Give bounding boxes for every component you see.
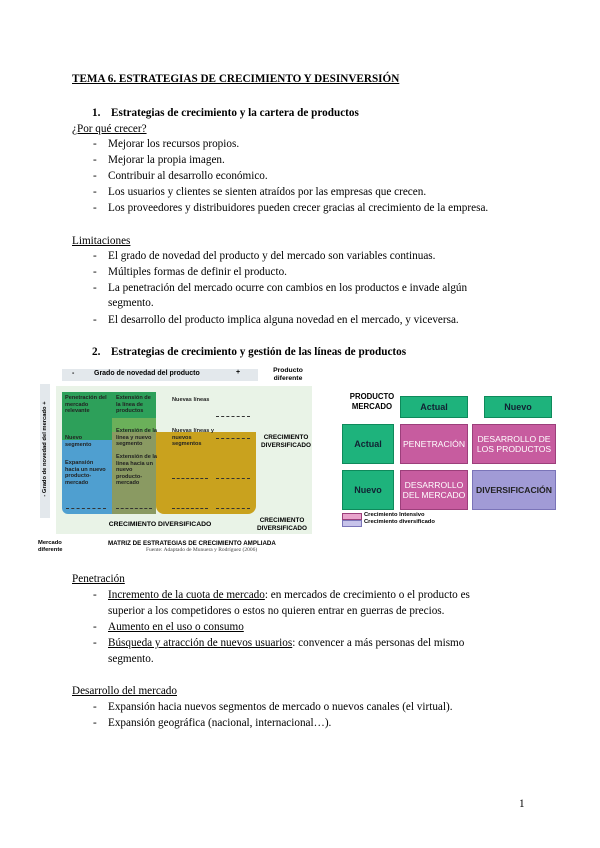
list-item-continued: segmento. xyxy=(108,297,154,309)
different-market-label: Mercado diferente xyxy=(38,540,63,553)
list-item: El grado de novedad del producto y del mercado son variables continuas. xyxy=(108,250,436,262)
section-2-heading: Estrategias de crecimiento y gestión de las líneas de productos xyxy=(111,346,407,358)
cell-line-extension-new-product-market: Extensión de la línea hacia un nuevo producto-mercado xyxy=(116,454,158,487)
matrix-corner-label: PRODUCTO MERCADO xyxy=(349,392,395,411)
list-item: Expansión hacia nuevos segmentos de mercado o nuevos canales (el virtual). xyxy=(108,701,453,713)
list-dash: - xyxy=(93,170,97,182)
list-item-continued: segmento. xyxy=(108,653,154,665)
cell-new-lines: Nuevas líneas xyxy=(172,397,210,403)
list-dash: - xyxy=(93,282,97,294)
cell-expansion: Expansión hacia un nuevo producto-mercado xyxy=(65,460,106,486)
separator xyxy=(216,478,250,479)
list-dash: - xyxy=(93,314,97,326)
extended-growth-matrix xyxy=(38,366,316,554)
diversified-growth-corner: CRECIMIENTO DIVERSIFICADO xyxy=(256,517,308,532)
list-item: Mejorar los recursos propios. xyxy=(108,138,240,150)
product-development-cell: DESARROLLO DE LOS PRODUCTOS xyxy=(472,424,556,464)
list-dash: - xyxy=(93,589,97,601)
list-dash: - xyxy=(93,637,97,649)
legend-diversified-label: Crecimiento diversificado xyxy=(364,519,435,525)
cell-new-segment: Nuevo segmento xyxy=(65,435,92,448)
page-title: TEMA 6. ESTRATEGIAS DE CRECIMIENTO Y DESINVERSIÓN xyxy=(72,73,400,85)
section-1-heading: Estrategias de crecimiento y la cartera de productos xyxy=(111,107,359,119)
cell-penetration: Penetración del mercado relevante xyxy=(65,395,107,415)
list-item-highlight: Búsqueda y atracción de nuevos usuarios xyxy=(108,637,293,649)
list-item: Aumento en el uso o consumo xyxy=(108,621,244,633)
market-development-title: Desarrollo del mercado xyxy=(72,685,177,697)
separator xyxy=(216,508,250,509)
penetration-cell: PENETRACIÓN xyxy=(400,424,468,464)
page-number: 1 xyxy=(519,798,525,810)
separator xyxy=(66,508,106,509)
list-item xyxy=(108,636,464,651)
different-product-label: Producto diferente xyxy=(273,367,303,382)
section-1-number: 1. xyxy=(92,107,101,119)
diversification-cell: DIVERSIFICACIÓN xyxy=(472,470,556,510)
list-item: Mejorar la propia imagen. xyxy=(108,154,225,166)
list-item-text: : convencer a más personas del mismo xyxy=(292,637,465,649)
list-dash: - xyxy=(93,250,97,262)
separator xyxy=(216,416,250,417)
legend-diversified-swatch xyxy=(342,520,362,527)
column-actual: Actual xyxy=(400,396,468,418)
market-novelty-label: - Grado de novedad del mercado + xyxy=(42,401,48,497)
cell-line-extension: Extensión de la línea de productos xyxy=(116,395,151,415)
list-item-highlight: Incremento de la cuota de mercado xyxy=(108,589,265,601)
axis-minus: - xyxy=(72,370,75,377)
row-actual: Actual xyxy=(342,424,394,464)
list-dash: - xyxy=(93,717,97,729)
separator xyxy=(116,508,152,509)
list-item-text: : en mercados de crecimiento o el producto es xyxy=(264,589,470,601)
matrix-source: Fuente: Adaptado de Munuera y Rodríguez (2006) xyxy=(146,547,258,553)
cell-line-extension-new-segment: Extensión de la línea y nuevo segmento xyxy=(116,428,158,448)
diversified-growth-right: CRECIMIENTO DIVERSIFICADO xyxy=(260,434,312,449)
list-dash: - xyxy=(93,202,97,214)
column-nuevo: Nuevo xyxy=(484,396,552,418)
product-novelty-label: Grado de novedad del producto xyxy=(94,370,200,377)
list-item: Contribuir al desarrollo económico. xyxy=(108,170,268,182)
cell-new-lines-segments: Nuevas líneas y nuevos segmentos xyxy=(172,428,214,448)
market-development-cell: DESARROLLO DEL MERCADO xyxy=(400,470,468,510)
list-dash: - xyxy=(93,621,97,633)
why-grow-title: ¿Por qué crecer? xyxy=(72,123,147,135)
list-item-continued: superior a los competidores o estos no quieren entrar en guerras de precios. xyxy=(108,605,445,617)
diversified-growth-bottom: CRECIMIENTO DIVERSIFICADO xyxy=(108,521,212,528)
list-dash: - xyxy=(93,266,97,278)
penetration-title: Penetración xyxy=(72,573,125,585)
legend-intensive-swatch xyxy=(342,513,362,520)
list-item: Los proveedores y distribuidores pueden crecer gracias al crecimiento de la empresa. xyxy=(108,202,489,214)
separator xyxy=(216,438,250,439)
ansoff-matrix xyxy=(340,390,560,530)
list-item: Múltiples formas de definir el producto. xyxy=(108,266,287,278)
list-dash: - xyxy=(93,186,97,198)
legend-intensive-label: Crecimiento Intensivo xyxy=(364,512,425,518)
list-dash: - xyxy=(93,138,97,150)
separator xyxy=(172,508,208,509)
matrix-caption: MATRIZ DE ESTRATEGIAS DE CRECIMIENTO AMPLIADA xyxy=(108,540,276,547)
axis-plus: + xyxy=(236,369,241,376)
list-dash: - xyxy=(93,154,97,166)
list-dash: - xyxy=(93,701,97,713)
list-item xyxy=(108,588,470,603)
list-item: Expansión geográfica (nacional, internacional…). xyxy=(108,717,332,729)
list-item: La penetración del mercado ocurre con cambios en los productos e invade algún xyxy=(108,282,468,294)
limitations-title: Limitaciones xyxy=(72,235,131,247)
list-item: Los usuarios y clientes se sienten atraídos por las empresas que crecen. xyxy=(108,186,427,198)
list-item: El desarrollo del producto implica alguna novedad en el mercado, y viceversa. xyxy=(108,314,459,326)
separator xyxy=(172,478,208,479)
section-2-number: 2. xyxy=(92,346,101,358)
row-nuevo: Nuevo xyxy=(342,470,394,510)
